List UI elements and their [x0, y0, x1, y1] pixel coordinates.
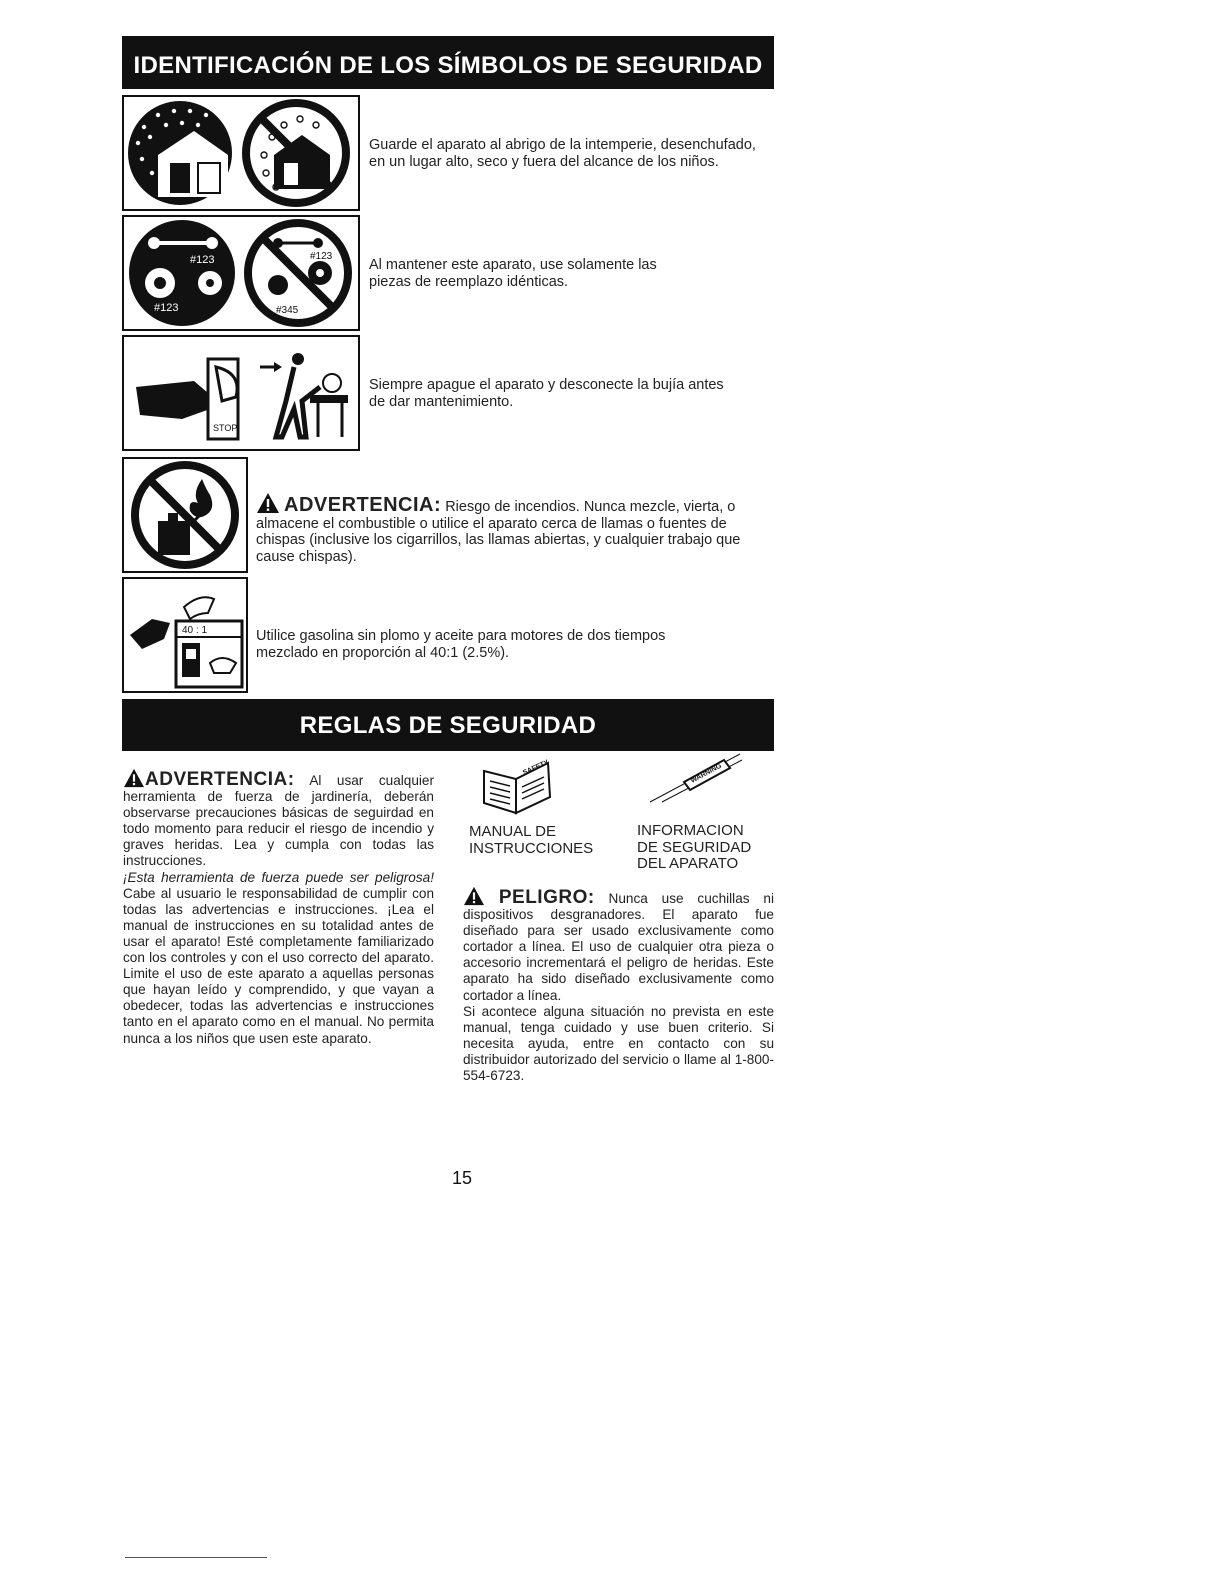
part-number-label-1: #123	[190, 254, 215, 266]
stop-symbol	[122, 335, 360, 451]
fuel-symbol	[122, 577, 248, 693]
footer-rule	[125, 1557, 267, 1558]
manual-cover-text: SAFETY	[521, 759, 551, 777]
rules-left-column	[123, 768, 434, 1047]
rules-left-intro	[123, 768, 434, 870]
replacement-parts-icon	[124, 217, 358, 329]
info-caption-line-2: DE SEGURIDAD	[637, 838, 752, 856]
decal-illustration	[648, 752, 743, 804]
rules-right-column	[463, 886, 774, 1084]
danger-paragraph-2: Si acontece alguna situación no prevista en este manual, tenga cuidado y use buen criterio. Si necesita ayuda, entre en contacto con su distribuidor autorizado del servicio o llame al 1-800-554-6723.	[463, 1003, 774, 1084]
stop-switch-maintenance-icon	[124, 337, 358, 449]
manual-caption	[469, 824, 593, 857]
parts-symbol	[122, 215, 360, 331]
part-number-label-2: #123	[154, 302, 179, 314]
warning-triangle-icon	[256, 492, 280, 514]
danger-text: Nunca use cuchillas ni dispositivos desgranadores. El aparato fue diseñado para ser usado exclusivamente como cortador a línea. El uso de cualquier otra pieza o accesorio incrementará el peligro de heridas. Este aparato ha sido diseñado exclusivamente como cortador a línea.	[463, 891, 774, 1003]
rules-left-italic: ¡Esta herramienta de fuerza puede ser peligrosa!	[123, 869, 434, 885]
rules-left-rest: Cabe al usuario le responsabilidad de cumplir con todas las advertencias e instrucciones. ¡Lea el manual de instrucciones en su totalidad antes de usar el aparato! Esté completamente familiarizado con los controles y con el uso correcto del aparato. Limite el uso de este aparato a aquellas personas que hayan leído y comprendido, y que vayan a obedecer, todas las advertencias e instrucciones tanto en el aparato como en el manual. No permita nunca a los niños que usen este aparato.	[123, 885, 434, 1046]
stop-instruction: Siempre apague el aparato y desconecte la bujía antes de dar mantenimiento.	[369, 377, 724, 410]
fire-symbol	[122, 457, 248, 573]
fire-warning-text: Riesgo de incendios. Nunca mezcle, vierta, o almacene el combustible o utilice el aparato cerca de llamas o fuentes de chispas (inclusive los cigarrillos, las llamas abiertas, y cualquier trabajo que cause chispas).	[256, 499, 741, 565]
rules-left-warning-word: ADVERTENCIA:	[145, 769, 295, 790]
symbols-section-title: IDENTIFICACIÓN DE LOS SÍMBOLOS DE SEGURIDAD	[122, 36, 774, 89]
info-caption-line-3: DEL APARATO	[637, 855, 739, 872]
manual-illustration	[482, 757, 552, 815]
warning-triangle-icon	[123, 768, 145, 788]
fuel-ratio-label: 40 : 1	[182, 625, 208, 636]
danger-word: PELIGRO:	[498, 887, 595, 908]
open-book-icon	[482, 757, 552, 815]
parts-instruction: Al mantener este aparato, use solamente las piezas de reemplazo idénticas.	[369, 257, 657, 290]
storage-instruction: Guarde el aparato al abrigo de la intemperie, desenchufado, en un lugar alto, seco y fuera del alcance de los niños.	[369, 137, 756, 170]
stop-label: STOP	[213, 423, 238, 433]
fuel-instruction: Utilice gasolina sin plomo y aceite para motores de dos tiempos mezclado en proporción al 40:1 (2.5%).	[256, 628, 666, 661]
rules-left-body	[123, 870, 434, 1047]
danger-paragraph	[463, 886, 774, 1004]
safety-decal-icon	[648, 752, 743, 804]
part-number-label-4: #345	[276, 305, 299, 316]
part-number-label-3: #123	[310, 251, 333, 262]
warning-triangle-icon	[463, 886, 485, 906]
manual-caption-line-1: MANUAL DE	[469, 823, 556, 840]
fuel-mix-icon	[124, 579, 246, 691]
fire-warning	[256, 492, 766, 565]
rules-left-intro-text: Al usar cualquier herramienta de fuerza de jardinería, deberán observarse precauciones básicas de seguirdad en todo momento para reducir el riesgo de incendio y graves heridas. Lea y cumpla con todas las instrucciones.	[123, 773, 434, 869]
rules-section-title: REGLAS DE SEGURIDAD	[122, 699, 774, 751]
storage-pictogram-icon	[124, 97, 358, 209]
page-number: 15	[451, 1168, 473, 1188]
manual-caption-line-2: INSTRUCCIONES	[469, 839, 594, 857]
info-caption-line-1: INFORMACION	[637, 822, 744, 839]
fire-warning-word: ADVERTENCIA:	[284, 494, 442, 516]
decal-text: WARNING	[689, 762, 723, 785]
storage-symbol	[122, 95, 360, 211]
info-caption	[637, 823, 751, 873]
no-fire-icon	[124, 459, 246, 571]
